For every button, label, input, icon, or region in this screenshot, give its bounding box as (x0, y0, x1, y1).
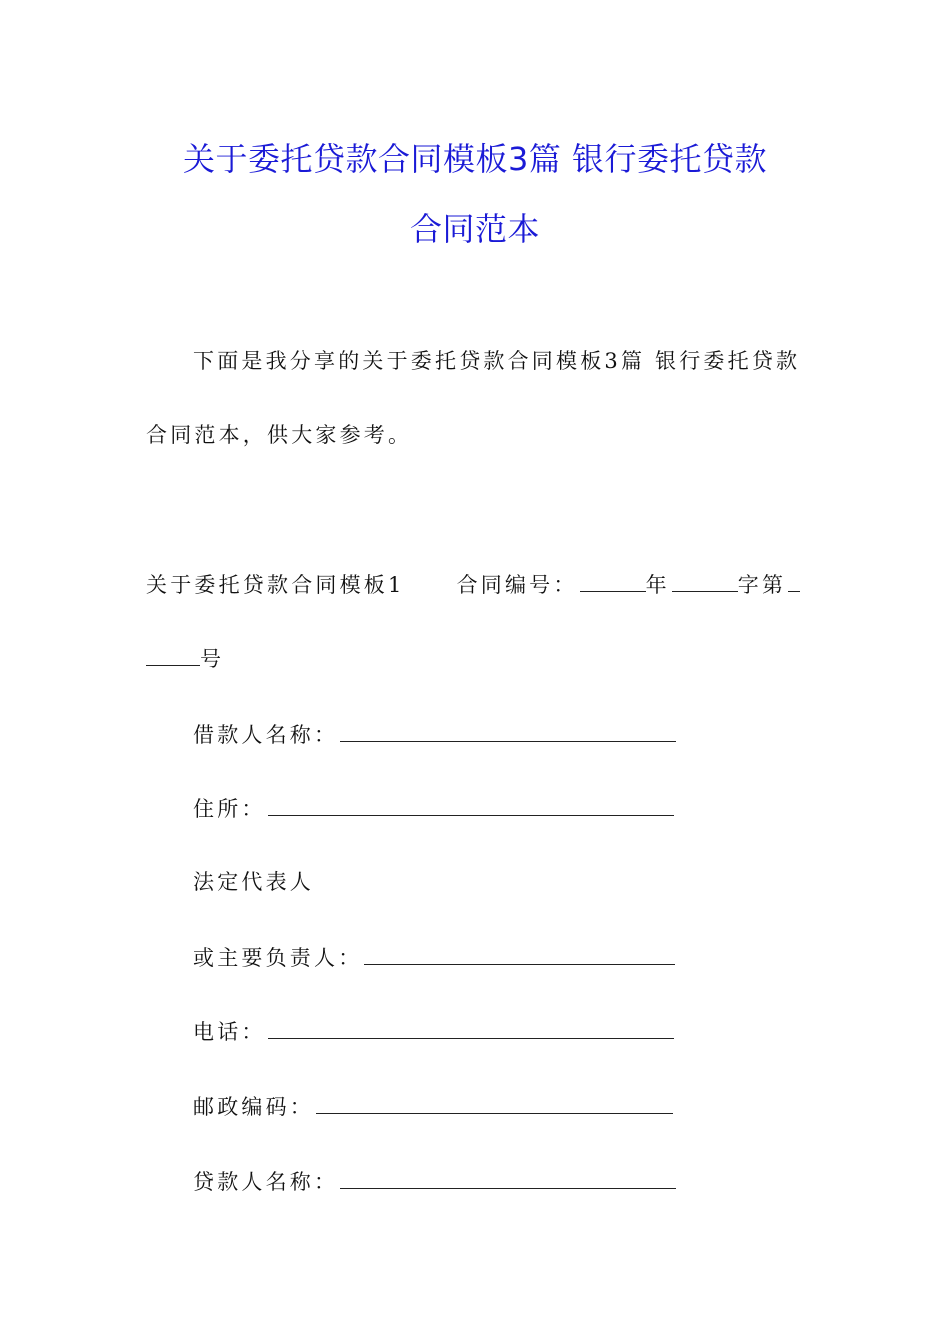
number-blank-end (146, 643, 200, 666)
field-label: 或主要负责人： (193, 946, 363, 970)
address-field (193, 793, 674, 824)
principal-person-blank (364, 942, 675, 965)
contract-number-row-continued (146, 643, 224, 674)
borrower-name-blank (340, 719, 676, 742)
field-label: 法定代表人 (193, 870, 314, 894)
number-blank-start (788, 569, 800, 592)
postal-code-field (193, 1091, 673, 1122)
hao-label: 号 (200, 647, 225, 671)
field-label: 贷款人名称： (193, 1170, 339, 1194)
field-label: 住所： (193, 797, 266, 821)
phone-blank (268, 1016, 674, 1039)
postal-code-blank (316, 1091, 673, 1114)
legal-representative-field (193, 867, 314, 897)
intro-paragraph-line-1: 下面是我分享的关于委托贷款合同模板3篇 银行委托贷款 (193, 349, 801, 373)
intro-paragraph-line-2: 合同范本，供大家参考。 (146, 423, 413, 447)
document-title-line-2: 合同范本 (409, 210, 540, 248)
phone-field (193, 1016, 674, 1047)
address-blank (268, 793, 674, 816)
year-label: 年 (645, 573, 670, 597)
borrower-name-field (193, 719, 676, 750)
document-title-line-1: 关于委托贷款合同模板3篇 银行委托贷款 (182, 140, 768, 178)
lender-name-field (193, 1166, 676, 1197)
lender-name-blank (340, 1166, 676, 1189)
contract-heading-row (146, 569, 800, 600)
contract-number-label: 合同编号： (456, 573, 578, 597)
field-label: 邮政编码： (193, 1095, 314, 1119)
contract-heading: 关于委托贷款合同模板1 (146, 573, 405, 597)
field-label: 借款人名称： (193, 723, 339, 747)
principal-person-field (193, 942, 675, 973)
year-blank (580, 569, 646, 592)
zi-blank (672, 569, 738, 592)
field-label: 电话： (193, 1020, 266, 1044)
zi-di-label: 字第 (737, 573, 787, 597)
